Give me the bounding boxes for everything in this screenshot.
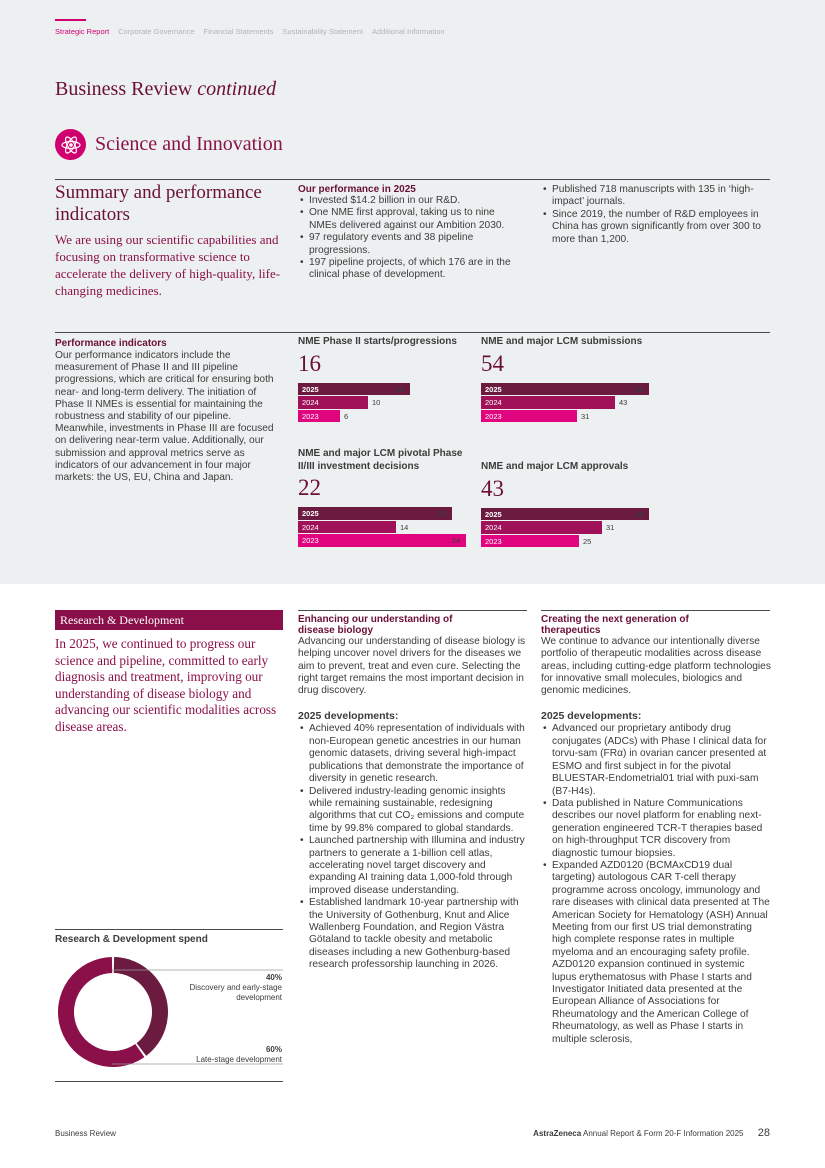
section-heading: [55, 129, 283, 160]
developments-subheading: 2025 developments:: [298, 710, 399, 723]
divider: [298, 610, 527, 611]
rd-lead: In 2025, we continued to progress our science and pipeline, committed to early diagnosis and treatment, improving our understanding of disease biology and advancing our scientific modalities across disease areas.: [55, 636, 277, 734]
bar-row-2024: [481, 396, 653, 409]
list-item: • Delivered industry-leading genomic insights while remaining sustainable, redesigning algorithms that cut CO₂ emissions and compute time by 99.8% compared to global standards.: [298, 786, 528, 836]
bar-row-2024: [298, 521, 470, 534]
page-number: 28: [757, 1127, 770, 1139]
nav-tab-sustainability-statement[interactable]: Sustainability Statement: [282, 27, 364, 36]
bar-year-label: 2023: [302, 411, 319, 421]
kpi-value: 16: [298, 350, 321, 376]
bar-value-label: 43: [635, 509, 644, 519]
developments-subheading: 2025 developments:: [541, 710, 642, 723]
kpi-approvals: [481, 461, 653, 550]
list-item: • 197 pipeline projects, of which 176 are in the clinical phase of development.: [298, 257, 513, 282]
performance-indicators-body: Our performance indicators include the measurement of Phase II and III pipeline progressions, which are critical for ensuring both near- and long-term delivery. The initiation of Phase II NMEs is essential for maintaining the robustness and stability of our pipeline. Meanwhile, investments in Phase III are focused on delivering near-term value. Additionally, our submission and approval metrics serve as indicators of our advancement in four major markets: the US, EU, China and Japan.: [55, 350, 274, 484]
bar-year-label: 2025: [485, 384, 502, 394]
bar-value-label: 31: [606, 523, 615, 532]
rd-section-label: Research & Development: [55, 610, 283, 630]
kpi-label: NME and major LCM approvals: [481, 461, 629, 472]
performance-column: [298, 184, 513, 282]
bar-value-label: 22: [438, 509, 447, 518]
rd-spend-title: Research & Development spend: [55, 934, 208, 945]
nav-tab-strategic-report[interactable]: Strategic Report: [55, 27, 110, 36]
performance-indicators: [55, 338, 285, 484]
spend-label-discovery: [182, 973, 282, 1003]
kpi-bars: [298, 507, 470, 549]
nav-tab-financial-statements[interactable]: Financial Statements: [203, 27, 274, 36]
section-title: Science and Innovation: [95, 133, 283, 155]
bar-value-label: 6: [344, 411, 349, 421]
spend-pct: 40%: [265, 973, 282, 982]
list-item: • Published 718 manuscripts with 135 in ‘high-impact’ journals.: [541, 184, 771, 209]
divider: [55, 929, 283, 930]
performance-column-2: [541, 184, 771, 246]
list-item: • Achieved 40% representation of individuals with non-European genetic ancestries in our human genomic datasets, driving several high-impact publications that demonstrate the importance of diversity in genetic research.: [298, 723, 528, 785]
list-item: • 97 regulatory events and 38 pipeline progressions.: [298, 232, 513, 257]
kpi-bars: [298, 383, 470, 425]
kpi-value: 43: [481, 475, 504, 501]
bar-year-label: 2024: [302, 522, 319, 532]
nav-tab-additional-information[interactable]: Additional Information: [372, 27, 445, 36]
bar-year-label: 2023: [485, 411, 502, 421]
bar-year-label: 2025: [302, 509, 319, 518]
bar-value-label: 31: [581, 411, 590, 421]
top-nav: [55, 19, 445, 36]
list-item: • Invested $14.2 billion in our R&D.: [298, 195, 513, 207]
bar-row-2023: [298, 410, 470, 423]
bar-year-label: 2024: [302, 398, 319, 407]
spend-desc: Late-stage development: [196, 1055, 282, 1064]
kpi-label: NME and major LCM pivotal Phase II/III investment decisions: [298, 448, 463, 472]
list-item: • Data published in Nature Communications describes our novel platform for enabling next-generation engineered TCR-T therapies based on high-throughput TCR discovery from diagnostic tumour biopsies.: [541, 798, 771, 860]
kpi-bars: [481, 508, 653, 550]
page-title: [55, 78, 276, 101]
kpi-phase2-starts: [298, 336, 470, 425]
list-item: • Established landmark 10-year partnership with the University of Gothenburg, Knut and Alice Wallenberg Foundation, and Region Västra Götaland to tackle obesity and metabolic diseases including a new Gothenburg-based research professorship launching in 2026.: [298, 897, 528, 971]
kpi-submissions: [481, 336, 653, 425]
kpi-label: NME and major LCM submissions: [481, 336, 643, 347]
spend-pct: 60%: [265, 1045, 282, 1054]
footer-section-name: Business Review: [55, 1129, 116, 1138]
atom-icon: [55, 129, 86, 160]
disease-biology-heading: Enhancing our understanding of disease biology: [298, 614, 453, 636]
disease-biology-column: [298, 614, 528, 972]
bar-year-label: 2023: [485, 536, 502, 546]
summary-lead: We are using our scientific capabilities and focusing on transformative science to accelerate the delivery of high-quality, life-changing medicines.: [55, 232, 281, 298]
kpi-investment-decisions: [298, 448, 470, 549]
therapeutics-body: We continue to advance our intentionally diverse portfolio of therapeutic modalities across disease areas, including cutting-edge platform technologies for innovative small molecules, biologics and genomic medicines.: [541, 636, 771, 697]
spend-desc: Discovery and early-stage development: [189, 983, 282, 1002]
list-item: • Launched partnership with Illumina and industry partners to generate a 1-billion cell atlas, accelerating novel target discovery and expanding AI training data 1,000-fold through improved disease understanding.: [298, 835, 528, 897]
bar-row-2024: [298, 396, 470, 409]
bar-row-2024: [481, 521, 653, 534]
divider: [55, 332, 770, 333]
bar-row-2025: [481, 383, 653, 396]
performance-indicators-heading: Performance indicators: [55, 338, 167, 349]
bar-value-label: 54: [635, 384, 644, 394]
bar-value-label: 16: [396, 384, 405, 394]
disease-biology-body: Advancing our understanding of disease biology is helping uncover novel drivers for the diseases we aim to prevent, treat and even cure. Selecting the right target remains the most important decision in drug discovery.: [298, 636, 526, 697]
footer-document: [533, 1127, 770, 1139]
bar-row-2023: [481, 535, 653, 548]
bar-2025: [481, 508, 649, 521]
bar-year-label: 2024: [485, 523, 502, 532]
therapeutics-heading: Creating the next generation of therapeutics: [541, 614, 689, 636]
bar-value-label: 14: [400, 522, 409, 532]
kpi-bars: [481, 383, 653, 425]
kpi-value: 54: [481, 350, 504, 376]
bar-2025: [481, 383, 649, 396]
bar-row-2025: [481, 508, 653, 521]
page-title-suffix: continued: [197, 78, 277, 100]
therapeutics-column: [541, 614, 771, 1046]
bar-row-2025: [298, 383, 470, 396]
list-item: • One NME first approval, taking us to nine NMEs delivered against our Ambition 2030.: [298, 207, 513, 232]
bar-2023: [298, 534, 466, 547]
list-item: • Since 2019, the number of R&D employees in China has grown significantly from over 300 to more than 1,200.: [541, 209, 771, 246]
divider: [55, 179, 770, 180]
divider: [541, 610, 770, 611]
summary-title: Summary and performance indicators: [55, 182, 262, 225]
bar-row-2023: [298, 534, 470, 547]
bar-value-label: 10: [372, 398, 381, 407]
bar-2025: [298, 507, 452, 520]
list-item: • Expanded AZD0120 (BCMAxCD19 dual targeting) autologous CAR T-cell therapy programme across oncology, immunology and rare diseases with clinical data presented at The American Society for Hematology (ASH) Annual Meeting from our first US trial demonstrating high complete response rates in multiple myeloma and an encouraging safety profile. AZD0120 expansion continued in systemic lupus erythematosus with Phase I starts and Investigator Initiated data presented at the European Alliance of Associations for Rheumatology and the American College of Rheumatology, as well as Phase I starts in multiple sclerosis,: [541, 860, 771, 1046]
kpi-label: NME Phase II starts/progressions: [298, 336, 457, 347]
performance-heading: Our performance in 2025: [298, 184, 416, 195]
footer-brand: AstraZeneca: [533, 1129, 582, 1138]
footer-doc-title: Annual Report & Form 20-F Information 2025: [582, 1129, 744, 1138]
bar-row-2025: [298, 507, 470, 520]
bar-year-label: 2025: [485, 509, 502, 519]
bar-year-label: 2023: [302, 536, 319, 545]
bar-year-label: 2024: [485, 398, 502, 407]
bar-value-label: 25: [583, 536, 592, 546]
bar-value-label: 24: [452, 536, 461, 545]
spend-label-late: [196, 1045, 282, 1065]
kpi-value: 22: [298, 475, 321, 500]
list-item: • Advanced our proprietary antibody drug conjugates (ADCs) with Phase I clinical data for torvu-sam (FRα) in ovarian cancer presented at ESMO and first subject in for the pivotal BLUESTAR-Endometrial01 trial with puxi-sam (B7-H4s).: [541, 723, 771, 797]
divider: [55, 1081, 283, 1082]
page-title-main: Business Review: [55, 78, 193, 100]
bar-value-label: 43: [619, 398, 628, 407]
nav-active-indicator: [55, 19, 86, 21]
nav-tab-corporate-governance[interactable]: Corporate Governance: [118, 27, 195, 36]
bar-year-label: 2025: [302, 384, 319, 394]
bar-row-2023: [481, 410, 653, 423]
